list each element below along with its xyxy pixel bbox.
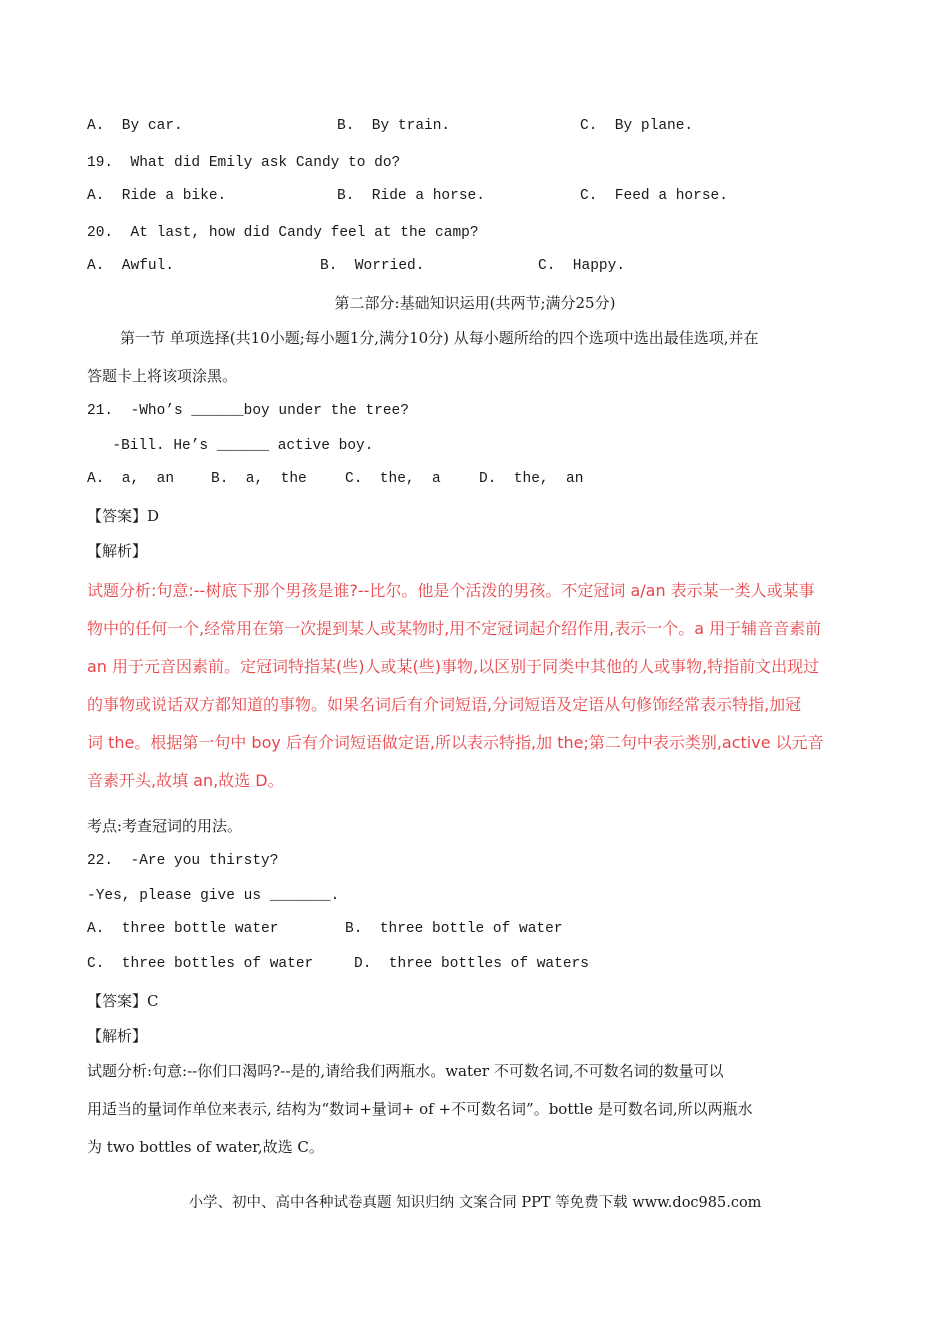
- section1-intro-line2: 答题卡上将该项涂黑。: [87, 367, 238, 385]
- q22-option-a: A. three bottle water: [87, 921, 279, 937]
- q22-line2: -Yes, please give us _______.: [87, 888, 340, 904]
- q20-option-a: A. Awful.: [87, 258, 175, 274]
- q21-answer: 【答案】D: [87, 507, 160, 525]
- q18-option-a: A. By car.: [87, 118, 183, 134]
- q21-analysis-line: 词 the。根据第一句中 boy 后有介词短语做定语,所以表示特指,加 the;第二句中表示类别,active 以元音: [87, 733, 824, 752]
- q21-analysis-line: 的事物或说话双方都知道的事物。如果名词后有介词短语,分词短语及定语从句修饰经常表示特指,加冠: [87, 695, 802, 714]
- q21-analysis-line: 试题分析:句意:--树底下那个男孩是谁?--比尔。他是个活泼的男孩。不定冠词 a/an 表示某一类人或某事: [87, 581, 815, 600]
- q20-option-b: B. Worried.: [320, 258, 425, 274]
- q22-analysis-line: 为 two bottles of water,故选 C。: [87, 1138, 324, 1156]
- q21-option-a: A. a, an: [87, 471, 175, 487]
- part2-title: 第二部分:基础知识运用(共两节;满分25分): [334, 294, 616, 312]
- q20-question: 20. At last, how did Candy feel at the camp?: [87, 225, 479, 241]
- q22-analysis-line: 试题分析:句意:--你们口渴吗?--是的,请给我们两瓶水。water 不可数名词,不可数名词的数量可以: [87, 1062, 724, 1080]
- q22-line1: 22. -Are you thirsty?: [87, 853, 279, 869]
- q21-option-d: D. the, an: [479, 471, 584, 487]
- q21-analysis-line: an 用于元音因素前。定冠词特指某(些)人或某(些)事物,以区别于同类中其他的人或事物,特指前文出现过: [87, 657, 820, 676]
- section1-intro-line1: 第一节 单项选择(共10小题;每小题1分,满分10分) 从每小题所给的四个选项中选出最佳选项,并在: [120, 329, 759, 347]
- q20-option-c: C. Happy.: [538, 258, 626, 274]
- q19-option-c: C. Feed a horse.: [580, 188, 728, 204]
- q22-analysis-line: 用适当的量词作单位来表示, 结构为“数词+量词+ of +不可数名词”。bottle 是可数名词,所以两瓶水: [87, 1100, 753, 1118]
- q18-option-b: B. By train.: [337, 118, 451, 134]
- q22-analysis-label: 【解析】: [87, 1027, 148, 1045]
- q21-line2: -Bill. He’s ______ active boy.: [95, 438, 374, 454]
- q22-option-d: D. three bottles of waters: [354, 956, 589, 972]
- q22-answer: 【答案】C: [87, 992, 159, 1010]
- q21-line1: 21. -Who’s ______boy under the tree?: [87, 403, 409, 419]
- q21-kaodian: 考点:考查冠词的用法。: [87, 817, 243, 835]
- q19-option-a: A. Ride a bike.: [87, 188, 227, 204]
- q22-option-b: B. three bottle of water: [345, 921, 563, 937]
- page-footer: 小学、初中、高中各种试卷真题 知识归纳 文案合同 PPT 等免费下载 www.doc985.com: [188, 1195, 762, 1211]
- q21-analysis-line: 音素开头,故填 an,故选 D。: [87, 771, 284, 790]
- q21-analysis-line: 物中的任何一个,经常用在第一次提到某人或某物时,用不定冠词起介绍作用,表示一个。a 用于辅音音素前: [87, 619, 822, 638]
- q19-option-b: B. Ride a horse.: [337, 188, 485, 204]
- q19-question: 19. What did Emily ask Candy to do?: [87, 155, 401, 171]
- q22-option-c: C. three bottles of water: [87, 956, 314, 972]
- q21-analysis-label: 【解析】: [87, 542, 148, 560]
- q21-option-c: C. the, a: [345, 471, 441, 487]
- q21-option-b: B. a, the: [211, 471, 307, 487]
- q18-option-c: C. By plane.: [580, 118, 694, 134]
